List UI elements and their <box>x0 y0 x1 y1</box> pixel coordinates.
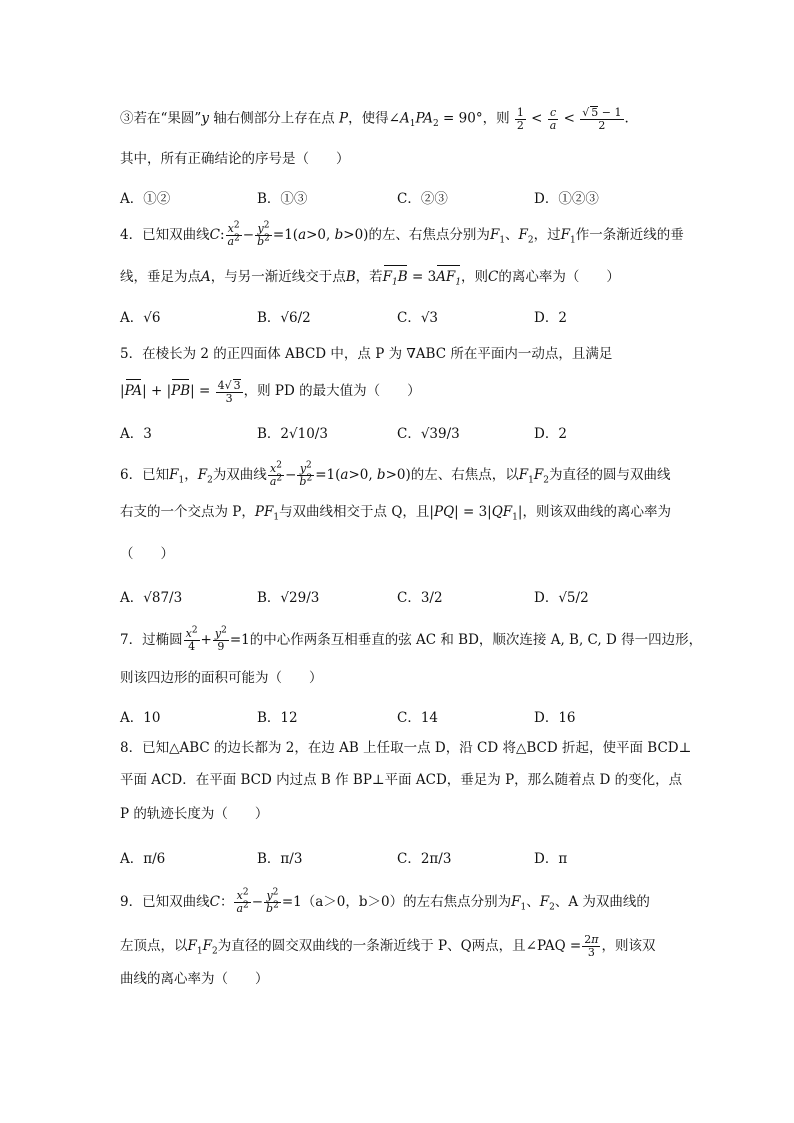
q5-option-b[interactable]: B．2√10/3 <box>257 426 328 442</box>
q6-line-2: 右支的一个交点为 P，$PF_1$与双曲线相交于点 Q，且$|PQ| = 3|QF_1|$，则该双曲线的离心率为 <box>120 504 671 523</box>
q4-option-b[interactable]: B．√6/2 <box>257 310 311 326</box>
q3-option-c[interactable]: C．②③ <box>397 191 448 207</box>
q4-text-b: 的左、右焦点分别为 <box>368 227 490 243</box>
q6-options <box>120 586 680 606</box>
q4-text-a: 4．已知双曲线 <box>120 227 210 243</box>
q3-options <box>120 187 680 207</box>
q4-text-f: ，与另一渐近线交于点 <box>210 269 346 285</box>
q8-line-3: P 的轨迹长度为（ ） <box>120 806 269 822</box>
q9-text-e: 为直径的圆交双曲线的一条渐近线于 P、Q两点，且∠PAQ = <box>217 938 582 954</box>
q4-option-a[interactable]: A．√6 <box>120 310 161 326</box>
q4-text-e: 线，垂足为点 <box>120 269 201 285</box>
q9-text-d: 左顶点，以 <box>120 938 188 954</box>
q8-option-d[interactable]: D．π <box>534 851 568 867</box>
q3-item3-text-d: = 90°，则 <box>438 110 510 127</box>
q3-option-b[interactable]: B．①③ <box>257 191 308 207</box>
q8-line-2: 平面 ACD．在平面 BCD 内过点 B 作 BP⊥平面 ACD，垂足为 P，那么随着点 D 的变化，点 <box>120 772 683 788</box>
q3-answer-prompt: 其中，所有正确结论的序号是（ ） <box>120 151 350 167</box>
q7-line-2: 则该四边形的面积可能为（ ） <box>120 670 323 686</box>
q5-text-tail: ，则 PD 的最大值为（ ） <box>243 383 421 399</box>
q7-text-b: 的中心作两条互相垂直的弦 AC 和 BD，顺次连接 A, B, C, D 得一四边形， <box>249 632 703 648</box>
q6-text-d: 为直径的圆与双曲线 <box>548 467 671 483</box>
q6-text-f: 与双曲线相交于点 Q，且 <box>279 504 430 520</box>
q4-text-d: 作一条渐近线的垂 <box>575 227 684 243</box>
q7-option-d[interactable]: D．16 <box>534 710 576 726</box>
q6-text-c: 的左、右焦点，以 <box>410 467 519 483</box>
q5-options <box>120 422 680 442</box>
q4-text-c: ，过 <box>533 227 561 243</box>
q3-item3-text-c: ，使得∠ <box>348 110 400 127</box>
q7-option-c[interactable]: C．14 <box>397 710 439 726</box>
q9-line-2: 左顶点，以$F_1F_2$为直径的圆交双曲线的一条渐近线于 P、Q两点，且∠PAQ = $\frac{2\pi}{3}$ ，则该双 <box>120 933 656 959</box>
q5-option-d[interactable]: D．2 <box>534 426 567 442</box>
q4-text-i: 的离心率为（ ） <box>498 269 620 285</box>
q4-text-g: ，若 <box>355 269 383 285</box>
q3-item3-text-b: 轴右侧部分上存在点 <box>208 110 340 127</box>
q3-item3-line: ③若在“果圆”y 轴右侧部分上存在点 P，使得$\angle A_1PA_2 = 90^\circ$，则 $\frac{1}{2}$ < $\frac{c}{a}$ < √ $\frac{5 - 1}{2}$ . <box>120 106 629 132</box>
q9-line-3: 曲线的离心率为（ ） <box>120 971 269 987</box>
q8-line-1: 8．已知△ABC 的边长都为 2，在边 AB 上任取一点 D，沿 CD 将△BCD 折起，使平面 BCD⊥ <box>120 740 692 756</box>
q7-text-a: 7．过椭圆 <box>120 632 183 648</box>
q9-text-a: 9．已知双曲线 <box>120 894 210 910</box>
q5-line-2: |PA| + |PB| = $\frac{4√ 3}{3}$ ，则 PD 的最大值为（ ） <box>120 378 421 405</box>
q6-text-g: ，则该双曲线的离心率为 <box>522 504 671 520</box>
q6-option-c[interactable]: C．3/2 <box>397 590 443 606</box>
q8-option-b[interactable]: B．π/3 <box>257 851 303 867</box>
q6-option-d[interactable]: D．√5/2 <box>534 590 589 606</box>
q7-option-b[interactable]: B．12 <box>257 710 298 726</box>
q4-line-2: 线，垂足为点A，与另一渐近线交于点B，若$F_1B = 3AF_1$，则C的离心率为（ ） <box>120 264 620 286</box>
q5-line-1: 5．在棱长为 2 的正四面体 ABCD 中，点 P 为 ∇ABC 所在平面内一动点，且满足 <box>120 346 613 362</box>
q7-line-1: 7．过椭圆 $\frac{x^2}{4}$ + $\frac{y^2}{9}$ =1的中心作两条互相垂直的弦 AC 和 BD，顺次连接 A, B, C, D 得一四边形， <box>120 625 703 653</box>
q9-text-f: ，则该双 <box>601 938 656 954</box>
q7-option-a[interactable]: A．10 <box>120 710 161 726</box>
q6-line-1: 6．已知$F_1$，$F_2$为双曲线 $\frac{x^2}{a^2}$ − $\frac{y^2}{b^2}$ =1(a>0, b>0)的左、右焦点，以$F_1F_2$为直径的圆与双曲线 <box>120 460 671 488</box>
q6-option-b[interactable]: B．√29/3 <box>257 590 320 606</box>
q3-option-d[interactable]: D．①②③ <box>534 191 599 207</box>
q8-option-a[interactable]: A．π/6 <box>120 851 166 867</box>
q5-option-c[interactable]: C．√39/3 <box>397 426 460 442</box>
q6-line-3: （ ） <box>120 546 174 562</box>
q3-option-a[interactable]: A．①② <box>120 191 171 207</box>
q6-text-b: 为双曲线 <box>212 467 267 483</box>
q4-text-h: ，则 <box>461 269 489 285</box>
q8-options <box>120 847 680 867</box>
q4-options <box>120 306 680 326</box>
q3-item3-text-a: ③若在“果圆” <box>120 110 202 127</box>
q9-line-1: 9．已知双曲线C： $\frac{x^2}{a^2}$ − $\frac{y^2}{b^2}$ =1（a＞0，b＞0）的左右焦点分别为$F_1$、$F_2$、A 为双曲线的 <box>120 887 650 915</box>
q4-line-1: 4．已知双曲线C: $\frac{x^2}{a^2}$ − $\frac{y^2}{b^2}$ =1(a>0, b>0)的左、右焦点分别为$F_1$、$F_2$，过$F_1$作一条渐近线的垂 <box>120 220 684 248</box>
q6-text-e: 右支的一个交点为 P， <box>120 504 255 520</box>
q9-text-c: 、A 为双曲线的 <box>554 894 650 910</box>
q8-option-c[interactable]: C．2π/3 <box>397 851 452 867</box>
q5-option-a[interactable]: A．3 <box>120 426 152 442</box>
q6-text-a: 6．已知 <box>120 467 170 483</box>
q6-option-a[interactable]: A．√87/3 <box>120 590 183 606</box>
q4-option-c[interactable]: C．√3 <box>397 310 439 326</box>
q7-options <box>120 706 680 726</box>
q9-text-b: （a＞0，b＞0）的左右焦点分别为 <box>301 894 512 910</box>
q4-option-d[interactable]: D．2 <box>534 310 567 326</box>
